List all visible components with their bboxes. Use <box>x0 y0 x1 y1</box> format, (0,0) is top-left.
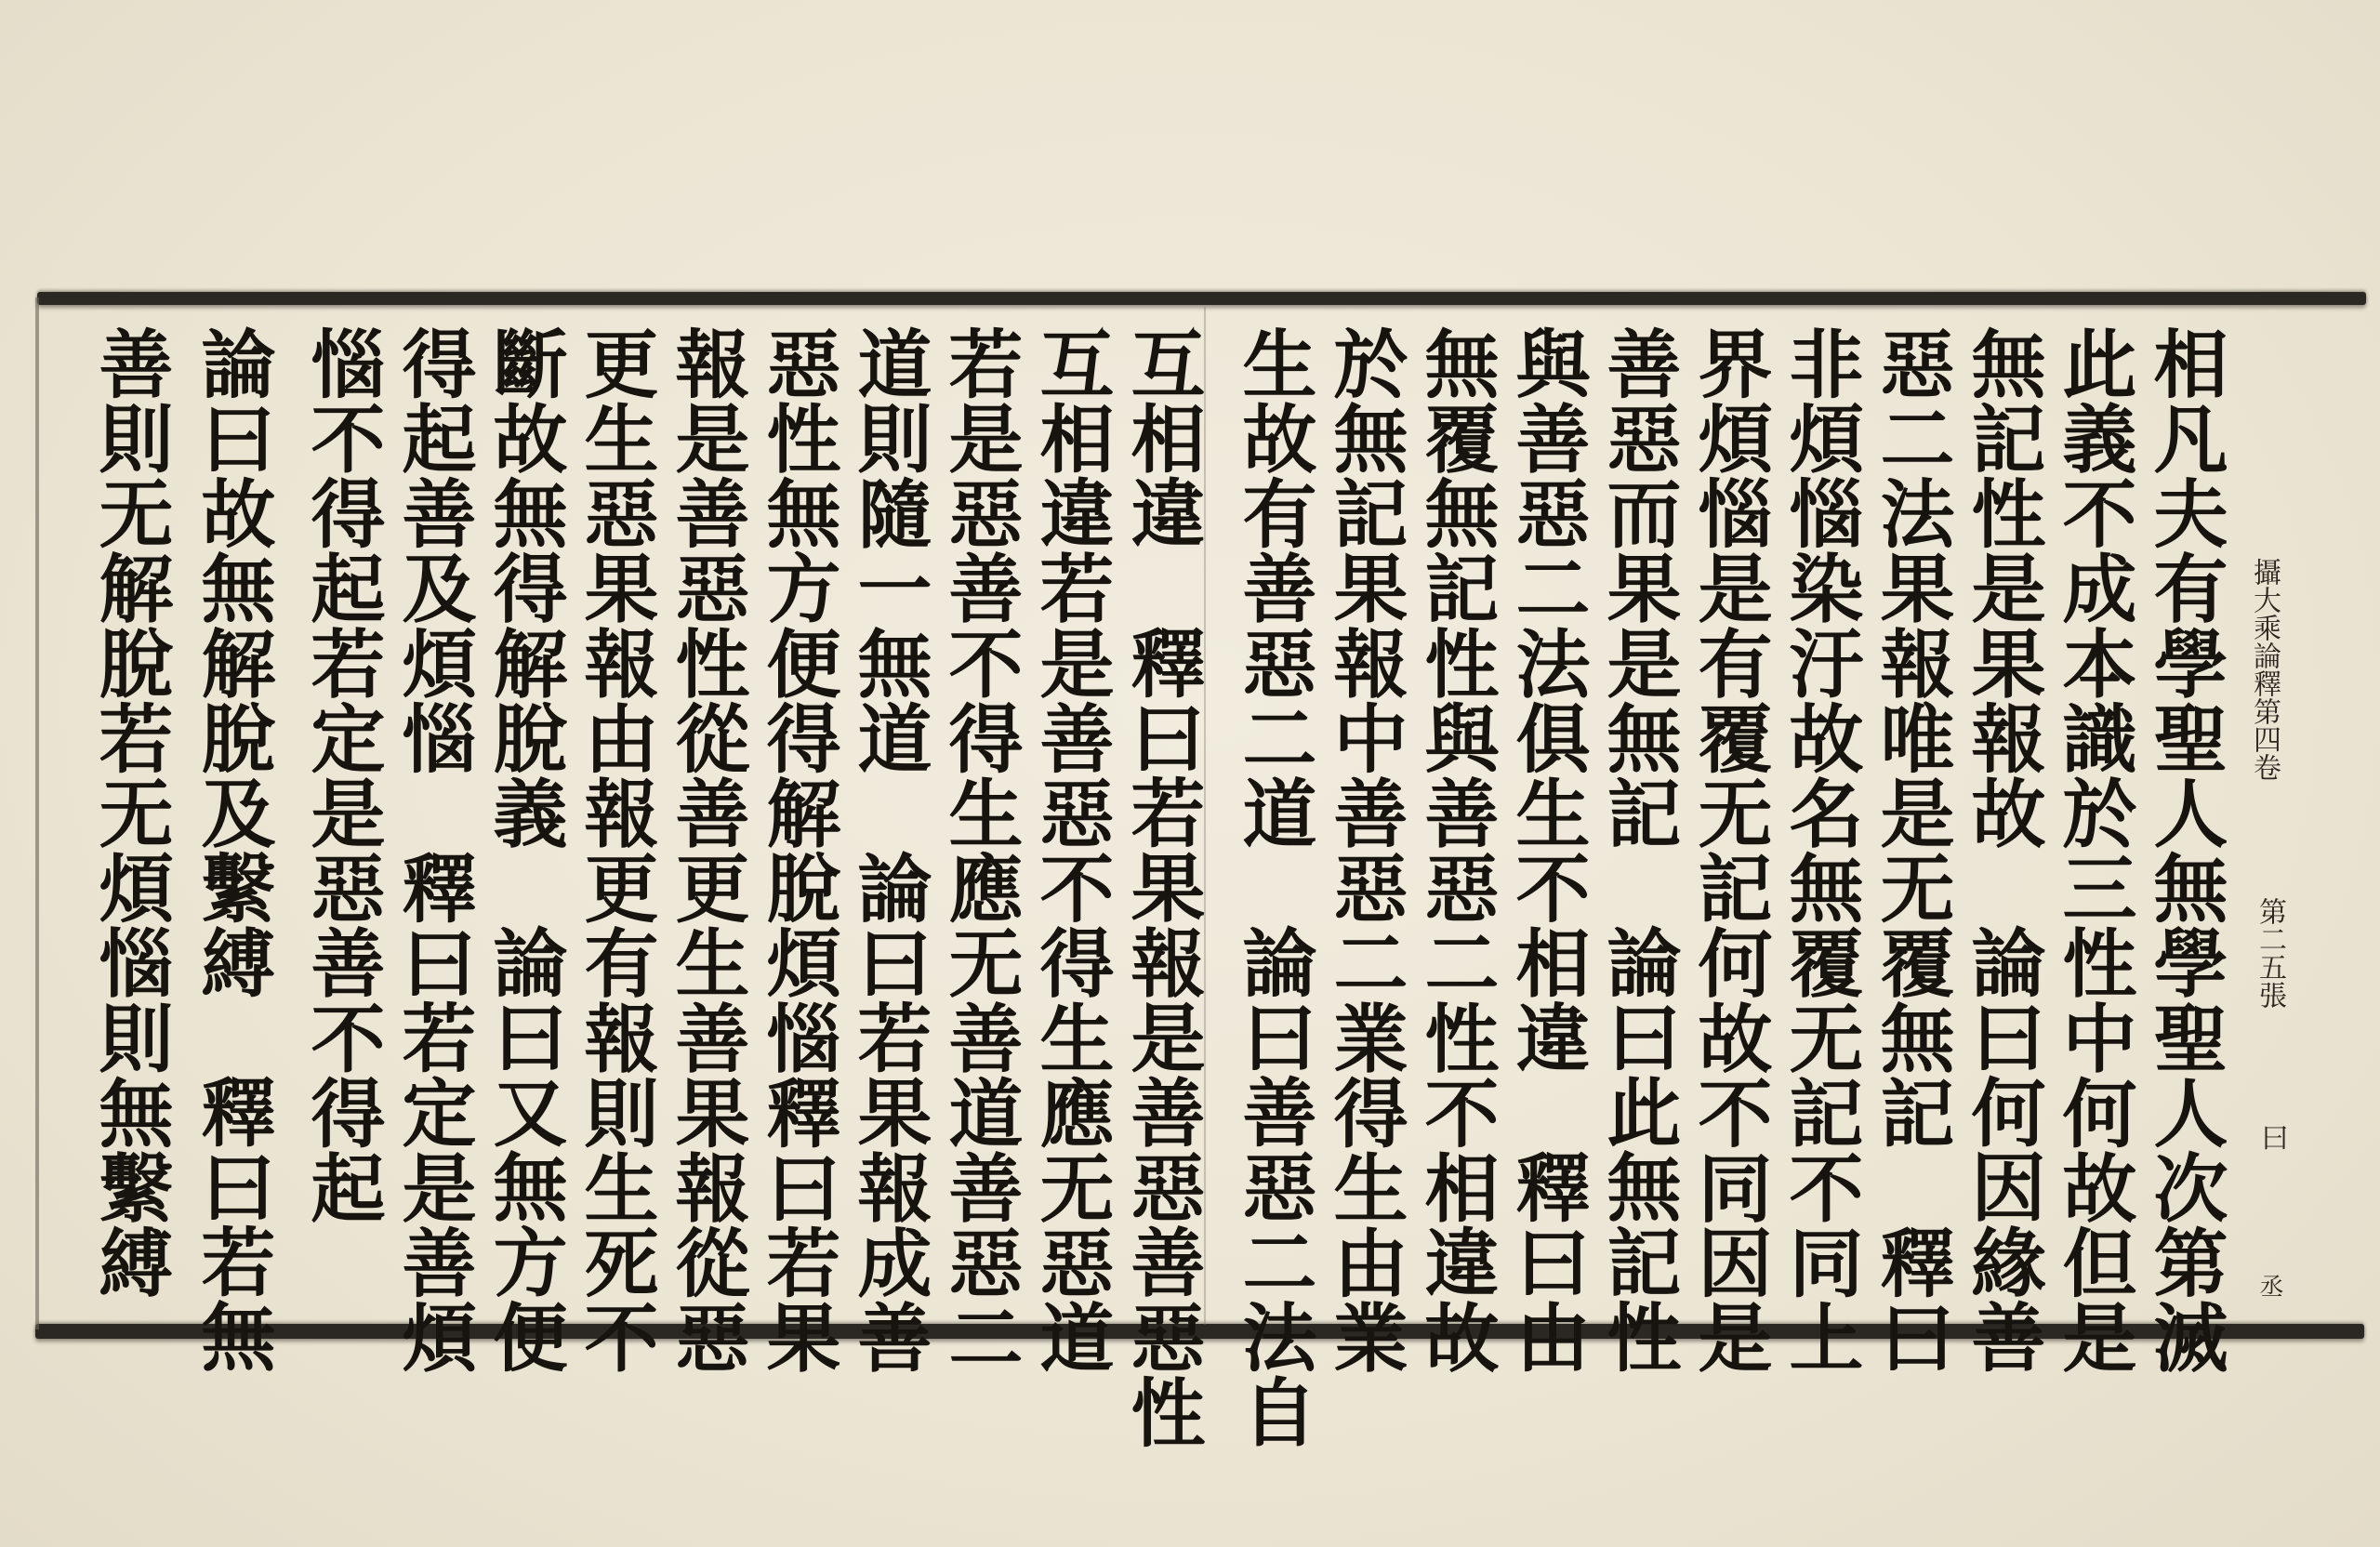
text-column-22: 論曰故無解脫及繫縛釋曰若無 <box>189 325 276 1374</box>
left-border-rule <box>35 298 39 1329</box>
margin-mark: 曰 <box>2255 1123 2288 1151</box>
text-column-6: 界煩惱是有覆无記何故不同因是 <box>1686 325 1773 1375</box>
text-column-11: 生故有善惡二道論曰善惡二法自 <box>1230 325 1317 1449</box>
text-block <box>86 325 2231 1449</box>
text-column-16: 惡性無方便得解脫煩惱釋曰若果 <box>754 325 841 1375</box>
text-column-14: 若是惡善不得生應无善道善惡二 <box>936 325 1024 1375</box>
text-column-21: 惱不得起若定是惡善不得起 <box>298 325 386 1225</box>
text-column-8: 與善惡二法俱生不相違釋曰由 <box>1503 325 1591 1374</box>
text-column-5: 非煩惱染汙故名無覆无記不同上 <box>1777 325 1864 1375</box>
text-column-15: 道則隨一無道論曰若果報成善 <box>845 325 932 1374</box>
margin-page-number: 第二五張 <box>2254 897 2286 1009</box>
margin-mark-2: 丞 <box>2255 1274 2283 1298</box>
text-column-1: 相凡夫有學聖人無學聖人次第滅 <box>2141 325 2228 1375</box>
text-column-9: 無覆無記性與善惡二性不相違故 <box>1412 325 1500 1375</box>
text-column-13: 互相違若是善惡不得生應无惡道 <box>1027 325 1115 1375</box>
text-column-3: 無記性是果報故論曰何因緣善 <box>1959 325 2046 1374</box>
text-column-23: 善則无解脫若无煩惱則無繫縛 <box>86 325 174 1300</box>
top-border-rule <box>37 292 2366 305</box>
text-column-18: 更生惡果報由報更有報則生死不 <box>572 325 659 1375</box>
text-column-19: 斷故無得解脫義論曰又無方便 <box>481 325 568 1374</box>
text-column-12: 互相違釋曰若果報是善惡善惡性 <box>1118 325 1206 1449</box>
text-column-7: 善惡而果是無記論曰此無記性 <box>1594 325 1682 1374</box>
margin-title: 攝大乘論釋第四卷 <box>2248 558 2281 781</box>
text-column-2: 此義不成本識於三性中何故但是 <box>2050 325 2137 1375</box>
text-column-20: 得起善及煩惱釋曰若定是善煩 <box>390 325 477 1374</box>
text-column-17: 報是善惡性從善更生善果報從惡 <box>663 325 750 1375</box>
text-column-10: 於無記果報中善惡二業得生由業 <box>1321 325 1408 1375</box>
text-column-4: 惡二法果報唯是无覆無記釋曰 <box>1868 325 1955 1374</box>
